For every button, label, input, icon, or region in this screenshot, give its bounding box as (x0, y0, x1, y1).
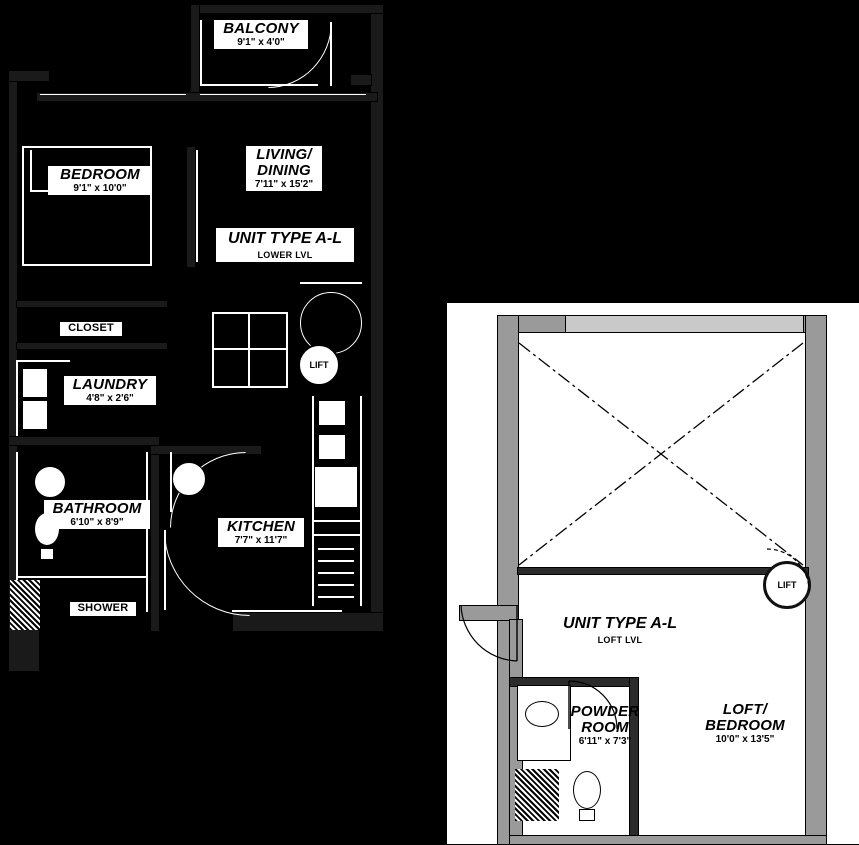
label-loft-bedroom: LOFT/ BEDROOM 10'0" x 13'5" (705, 701, 785, 745)
lower-level-plan (0, 0, 430, 844)
label-bathroom: BATHROOM 6'10" x 8'9" (44, 500, 150, 529)
balcony-rail-bottom (200, 84, 318, 86)
dining-table-right (286, 312, 288, 388)
wall-laundry-bottom (8, 436, 160, 446)
lift-loft-door-arc (747, 541, 837, 631)
balcony-post (350, 74, 372, 86)
wall-closet-bottom (16, 342, 168, 350)
round-table (300, 292, 362, 354)
laundry-wall-edge (16, 360, 18, 436)
bed-left-edge (22, 146, 24, 266)
label-shower: SHOWER (70, 602, 136, 616)
dryer-icon (22, 400, 48, 430)
window-top-left (40, 94, 186, 95)
bed-bottom-edge (22, 264, 152, 266)
shower-hatch (10, 580, 40, 630)
laundry-top-edge (16, 360, 70, 362)
counter-line (300, 282, 362, 284)
kitchen-run-right (360, 396, 362, 606)
counter-seg-5 (318, 572, 354, 574)
sink-icon (318, 434, 346, 460)
label-balcony: BALCONY 9'1" x 4'0" (214, 20, 308, 49)
powder-toilet-tank (579, 809, 595, 821)
sink-bath-icon (34, 466, 66, 498)
wall-interior-vertical (150, 445, 160, 632)
toilet-tank-icon (40, 548, 54, 560)
balcony-rail-left (200, 20, 202, 86)
wall-closet-top (16, 300, 168, 308)
unit-type-lower: UNIT TYPE A-L LOWER LVL (216, 228, 354, 262)
label-powder-room: POWDER ROOM 6'11" x 7'3" (570, 703, 640, 747)
wall-balcony-left (190, 4, 200, 102)
label-living-dining: LIVING/ DINING 7'11" x 15'2" (246, 146, 322, 191)
counter-seg-7 (318, 596, 354, 598)
unit-type-loft: UNIT TYPE A-L LOFT LVL (535, 613, 705, 647)
dining-table-top (212, 312, 288, 314)
bed-pillow-line (30, 150, 32, 192)
stove-icon (318, 400, 346, 426)
counter-seg-1 (314, 520, 360, 522)
label-bedroom: BEDROOM 9'1" x 10'0" (48, 166, 152, 195)
label-closet: CLOSET (60, 322, 122, 336)
lift-lower (298, 344, 340, 386)
wall-living-partition (186, 146, 196, 268)
kitchen-door-leaf (164, 530, 166, 610)
loft-entry-door-arc (447, 599, 537, 679)
entry-threshold (232, 610, 342, 612)
counter-seg-6 (318, 584, 354, 586)
dining-table-mid (212, 348, 288, 350)
bath-door-knob (172, 462, 206, 496)
bath-wall-right (146, 452, 148, 612)
wall-bottom-right (232, 612, 384, 632)
living-partition-edge (196, 150, 198, 262)
fridge-icon (314, 466, 358, 508)
dining-table-bottom (212, 386, 288, 388)
label-laundry: LAUNDRY 4'8" x 2'6" (64, 376, 156, 405)
counter-seg-3 (318, 548, 354, 550)
balcony-door-leaf (330, 22, 332, 86)
powder-toilet-icon (573, 771, 601, 809)
wall-balcony-top (190, 4, 384, 14)
label-kitchen: KITCHEN 7'7" x 11'7" (218, 518, 304, 547)
wall-top-left-stub (8, 70, 50, 82)
shower-top-edge (16, 576, 146, 578)
counter-seg-2 (314, 534, 360, 536)
lift-loft-label: LIFT (777, 580, 797, 590)
window-top-right (200, 94, 366, 95)
lift-lower-label: LIFT (309, 360, 329, 370)
loft-level-plan (447, 303, 859, 844)
washer-icon (22, 368, 48, 398)
counter-seg-4 (318, 560, 354, 562)
bed-right-edge (150, 146, 152, 266)
dining-table-midv (248, 312, 250, 388)
powder-shower-hatch (515, 769, 559, 821)
bed-top-edge (22, 146, 152, 148)
dining-table-left (212, 312, 214, 388)
